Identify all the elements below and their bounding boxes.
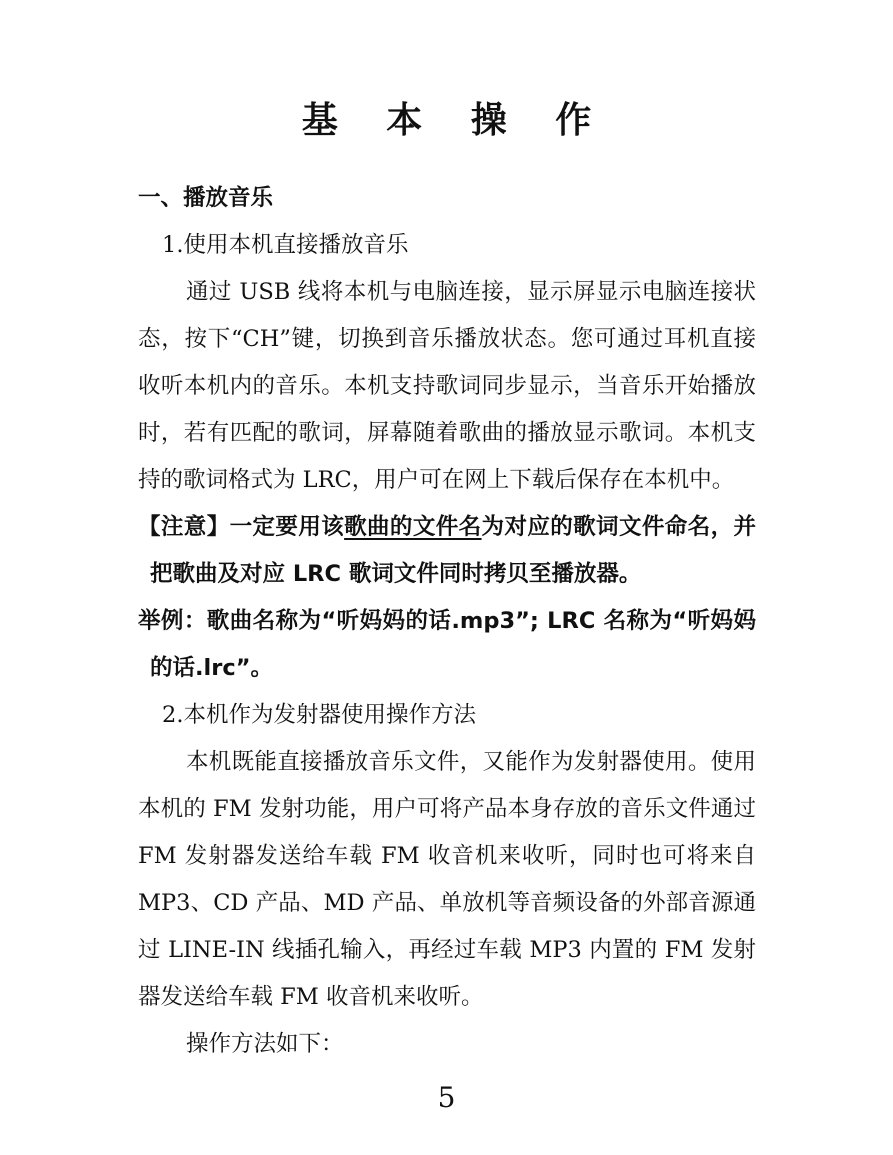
note-block <box>138 504 756 598</box>
note-prefix: 【注意】一定要用该 <box>138 514 345 540</box>
section-heading-play-music: 一、播放音乐 <box>138 185 274 211</box>
note-suffix: 为对应的歌词文件命名，并把歌曲及对应 LRC 歌词文件同时拷贝至播放器。 <box>150 514 756 587</box>
note-underlined-text: 歌曲的文件名 <box>344 514 482 540</box>
page-number: 5 <box>437 1081 456 1114</box>
note-example: 举例：歌曲名称为“听妈妈的话.mp3”; LRC 名称为“听妈妈的话.lrc”。 <box>138 608 756 681</box>
subsection-heading-transmitter: 2.本机作为发射器使用操作方法 <box>162 702 476 728</box>
steps-intro: 操作方法如下： <box>186 1031 344 1057</box>
page-title: 基 本 操 作 <box>301 99 610 141</box>
paragraph-direct-play: 通过 USB 线将本机与电脑连接，显示屏显示电脑连接状态，按下“CH”键，切换到音乐播放状态。您可通过耳机直接收听本机内的音乐。本机支持歌词同步显示，当音乐开始播放时，若有匹配的歌词，屏幕随着歌曲的播放显示歌词。本机支持的歌词格式为 LRC，用户可在网上下载后保存在本机中。 <box>138 279 756 493</box>
paragraph-transmitter: 本机既能直接播放音乐文件，又能作为发射器使用。使用本机的 FM 发射功能，用户可将产品本身存放的音乐文件通过 FM 发射器发送给车载 FM 收音机来收听，同时也可将来自 MP3、CD 产品、MD 产品、单放机等音频设备的外部音源通过 LINE-IN 线插孔输入，再经过车载 MP3 内置的 FM 发射器发送给车载 FM 收音机来收听。 <box>138 749 756 1010</box>
subsection-heading-direct-play: 1.使用本机直接播放音乐 <box>162 232 409 258</box>
content-body <box>138 175 756 1068</box>
